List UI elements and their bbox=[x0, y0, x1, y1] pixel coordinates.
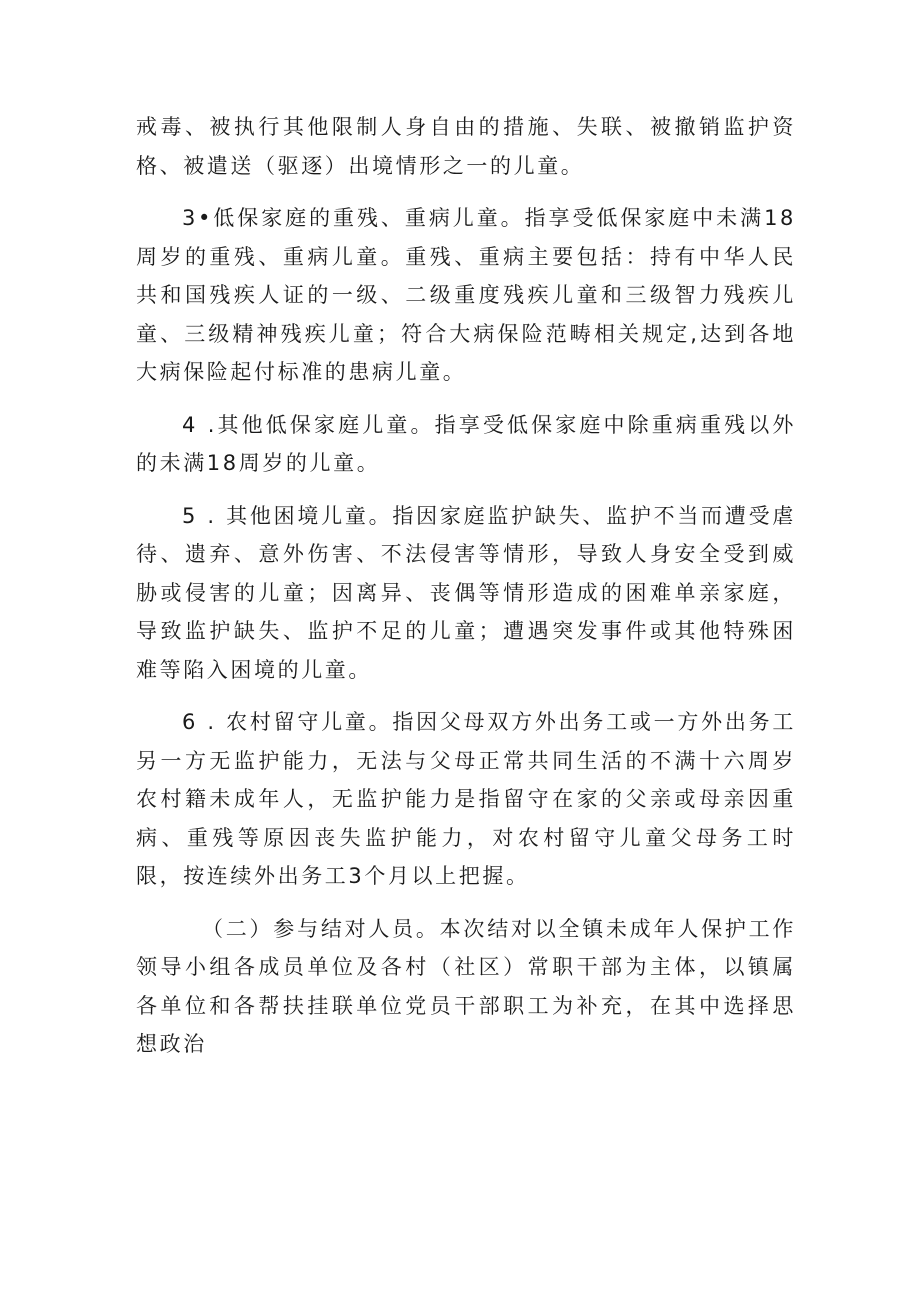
paragraph-continuation: 戒毒、被执行其他限制人身自由的措施、失联、被撤销监护资格、被遣送（驱逐）出境情形之一的儿童。 bbox=[136, 115, 796, 178]
paragraph-item-3: 3•低保家庭的重残、重病儿童。指享受低保家庭中未满18周岁的重残、重病儿童。重残、重病主要包括：持有中华人民共和国残疾人证的一级、二级重度残疾儿童和三级智力残疾儿童、三级精神残疾儿童；符合大病保险范畴相关规定,达到各地大病保险起付标准的患病儿童。 bbox=[136, 206, 796, 384]
paragraph-item-4: 4 .其他低保家庭儿童。指享受低保家庭中除重病重残以外的未满18周岁的儿童。 bbox=[136, 412, 796, 475]
document-page bbox=[136, 108, 796, 1078]
paragraph-item-5: 5 . 其他困境儿童。指因家庭监护缺失、监护不当而遭受虐待、遗弃、意外伤害、不法侵害等情形，导致人身安全受到威胁或侵害的儿童；因离异、丧偶等情形造成的困难单亲家庭，导致监护缺失、监护不足的儿童；遭遇突发事件或其他特殊困难等陷入困境的儿童。 bbox=[136, 503, 796, 682]
paragraph-section-2: （二）参与结对人员。本次结对以全镇未成年人保护工作领导小组各成员单位及各村（社区）常职干部为主体，以镇属各单位和各帮扶挂联单位党员干部职工为补充，在其中选择思想政治 bbox=[136, 916, 796, 1056]
paragraph-item-6: 6 . 农村留守儿童。指因父母双方外出务工或一方外出务工另一方无监护能力，无法与父母正常共同生活的不满十六周岁农村籍未成年人，无监护能力是指留守在家的父亲或母亲因重病、重残等原因丧失监护能力，对农村留守儿童父母务工时限，按连续外出务工3个月以上把握。 bbox=[136, 710, 796, 888]
